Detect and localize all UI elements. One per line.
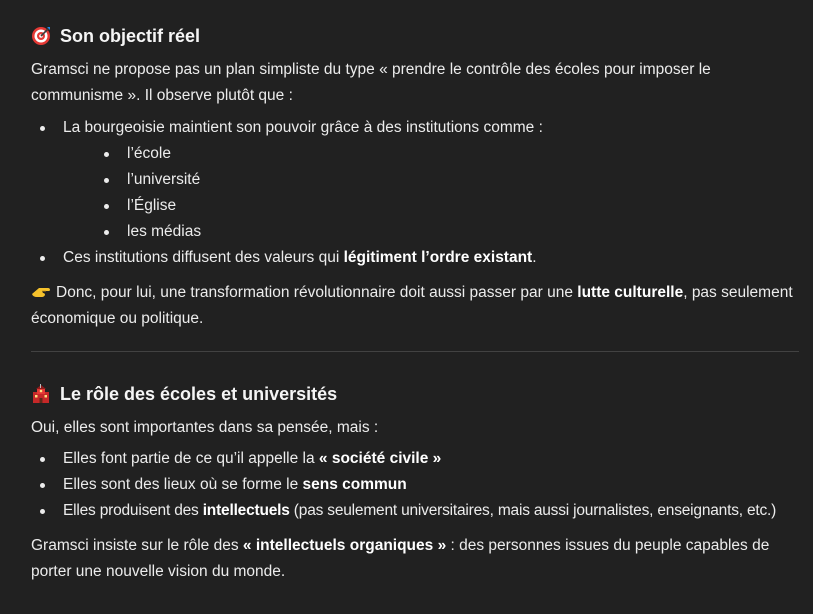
list-item-text: La bourgeoisie maintient son pouvoir grâce à des institutions comme : (63, 119, 543, 136)
paragraph-intro: Oui, elles sont importantes dans sa pensée, mais : (31, 419, 379, 436)
section-heading-objective (31, 22, 801, 50)
list-item-text: les médias (127, 223, 202, 240)
nested-list (95, 141, 801, 245)
bullet-list (31, 115, 801, 271)
section-heading-role (31, 380, 801, 408)
list-item-text: Ces institutions diffusent des valeurs qui (63, 249, 344, 266)
list-item-text: (pas seulement universitaires, mais aussi journalistes, enseignants, etc.) (289, 502, 777, 519)
target-icon (31, 26, 51, 46)
list-item-text: Elles sont des lieux où se forme le (63, 476, 303, 493)
list-item-text: l’école (127, 145, 171, 162)
message-content (31, 22, 801, 585)
paragraph-intro: Gramsci ne propose pas un plan simpliste du type « prendre le contrôle des écoles pour imposer le communisme ». Il observe plutôt que : (31, 61, 711, 104)
list-item-institution (95, 141, 801, 167)
bold-text: « société civile » (318, 450, 442, 467)
list-item (31, 115, 801, 245)
list-item (31, 245, 801, 271)
paragraph-text: Donc, pour lui, une transformation révolutionnaire doit aussi passer par une (56, 284, 578, 301)
list-item-institution (95, 193, 801, 219)
list-item (31, 446, 801, 472)
section-heading-text: Le rôle des écoles et universités (60, 384, 338, 404)
list-item-text: l’Église (127, 197, 177, 214)
list-item-institution (95, 167, 801, 193)
list-item-text: Elles font partie de ce qu’il appelle la (63, 450, 319, 467)
list-item-institution (95, 219, 801, 245)
list-item (31, 498, 801, 524)
list-item-text: Elles produisent des (63, 502, 203, 519)
list-item-text: . (532, 249, 537, 266)
paragraph-text: : des personnes issues du peuple capables de porter une nouvelle vision du monde. (31, 537, 770, 580)
school-icon (31, 384, 51, 404)
list-item (31, 472, 801, 498)
bold-text: sens commun (302, 476, 407, 493)
bold-text: lutte culturelle (577, 284, 684, 301)
list-item-text: l’université (127, 171, 201, 188)
paragraph-text: , pas seulement économique ou politique. (31, 284, 793, 327)
pointing-hand-icon (31, 285, 51, 299)
paragraph-closing (31, 533, 801, 585)
bold-text: légitiment l’ordre existant (343, 249, 533, 266)
section-heading-text: Son objectif réel (60, 26, 201, 46)
divider (31, 351, 799, 352)
bold-text: intellectuels (202, 502, 290, 519)
paragraph-text: Gramsci insiste sur le rôle des (31, 537, 243, 554)
bold-text: « intellectuels organiques » (242, 537, 447, 554)
paragraph-conclusion (31, 280, 801, 332)
bullet-list (31, 446, 801, 524)
